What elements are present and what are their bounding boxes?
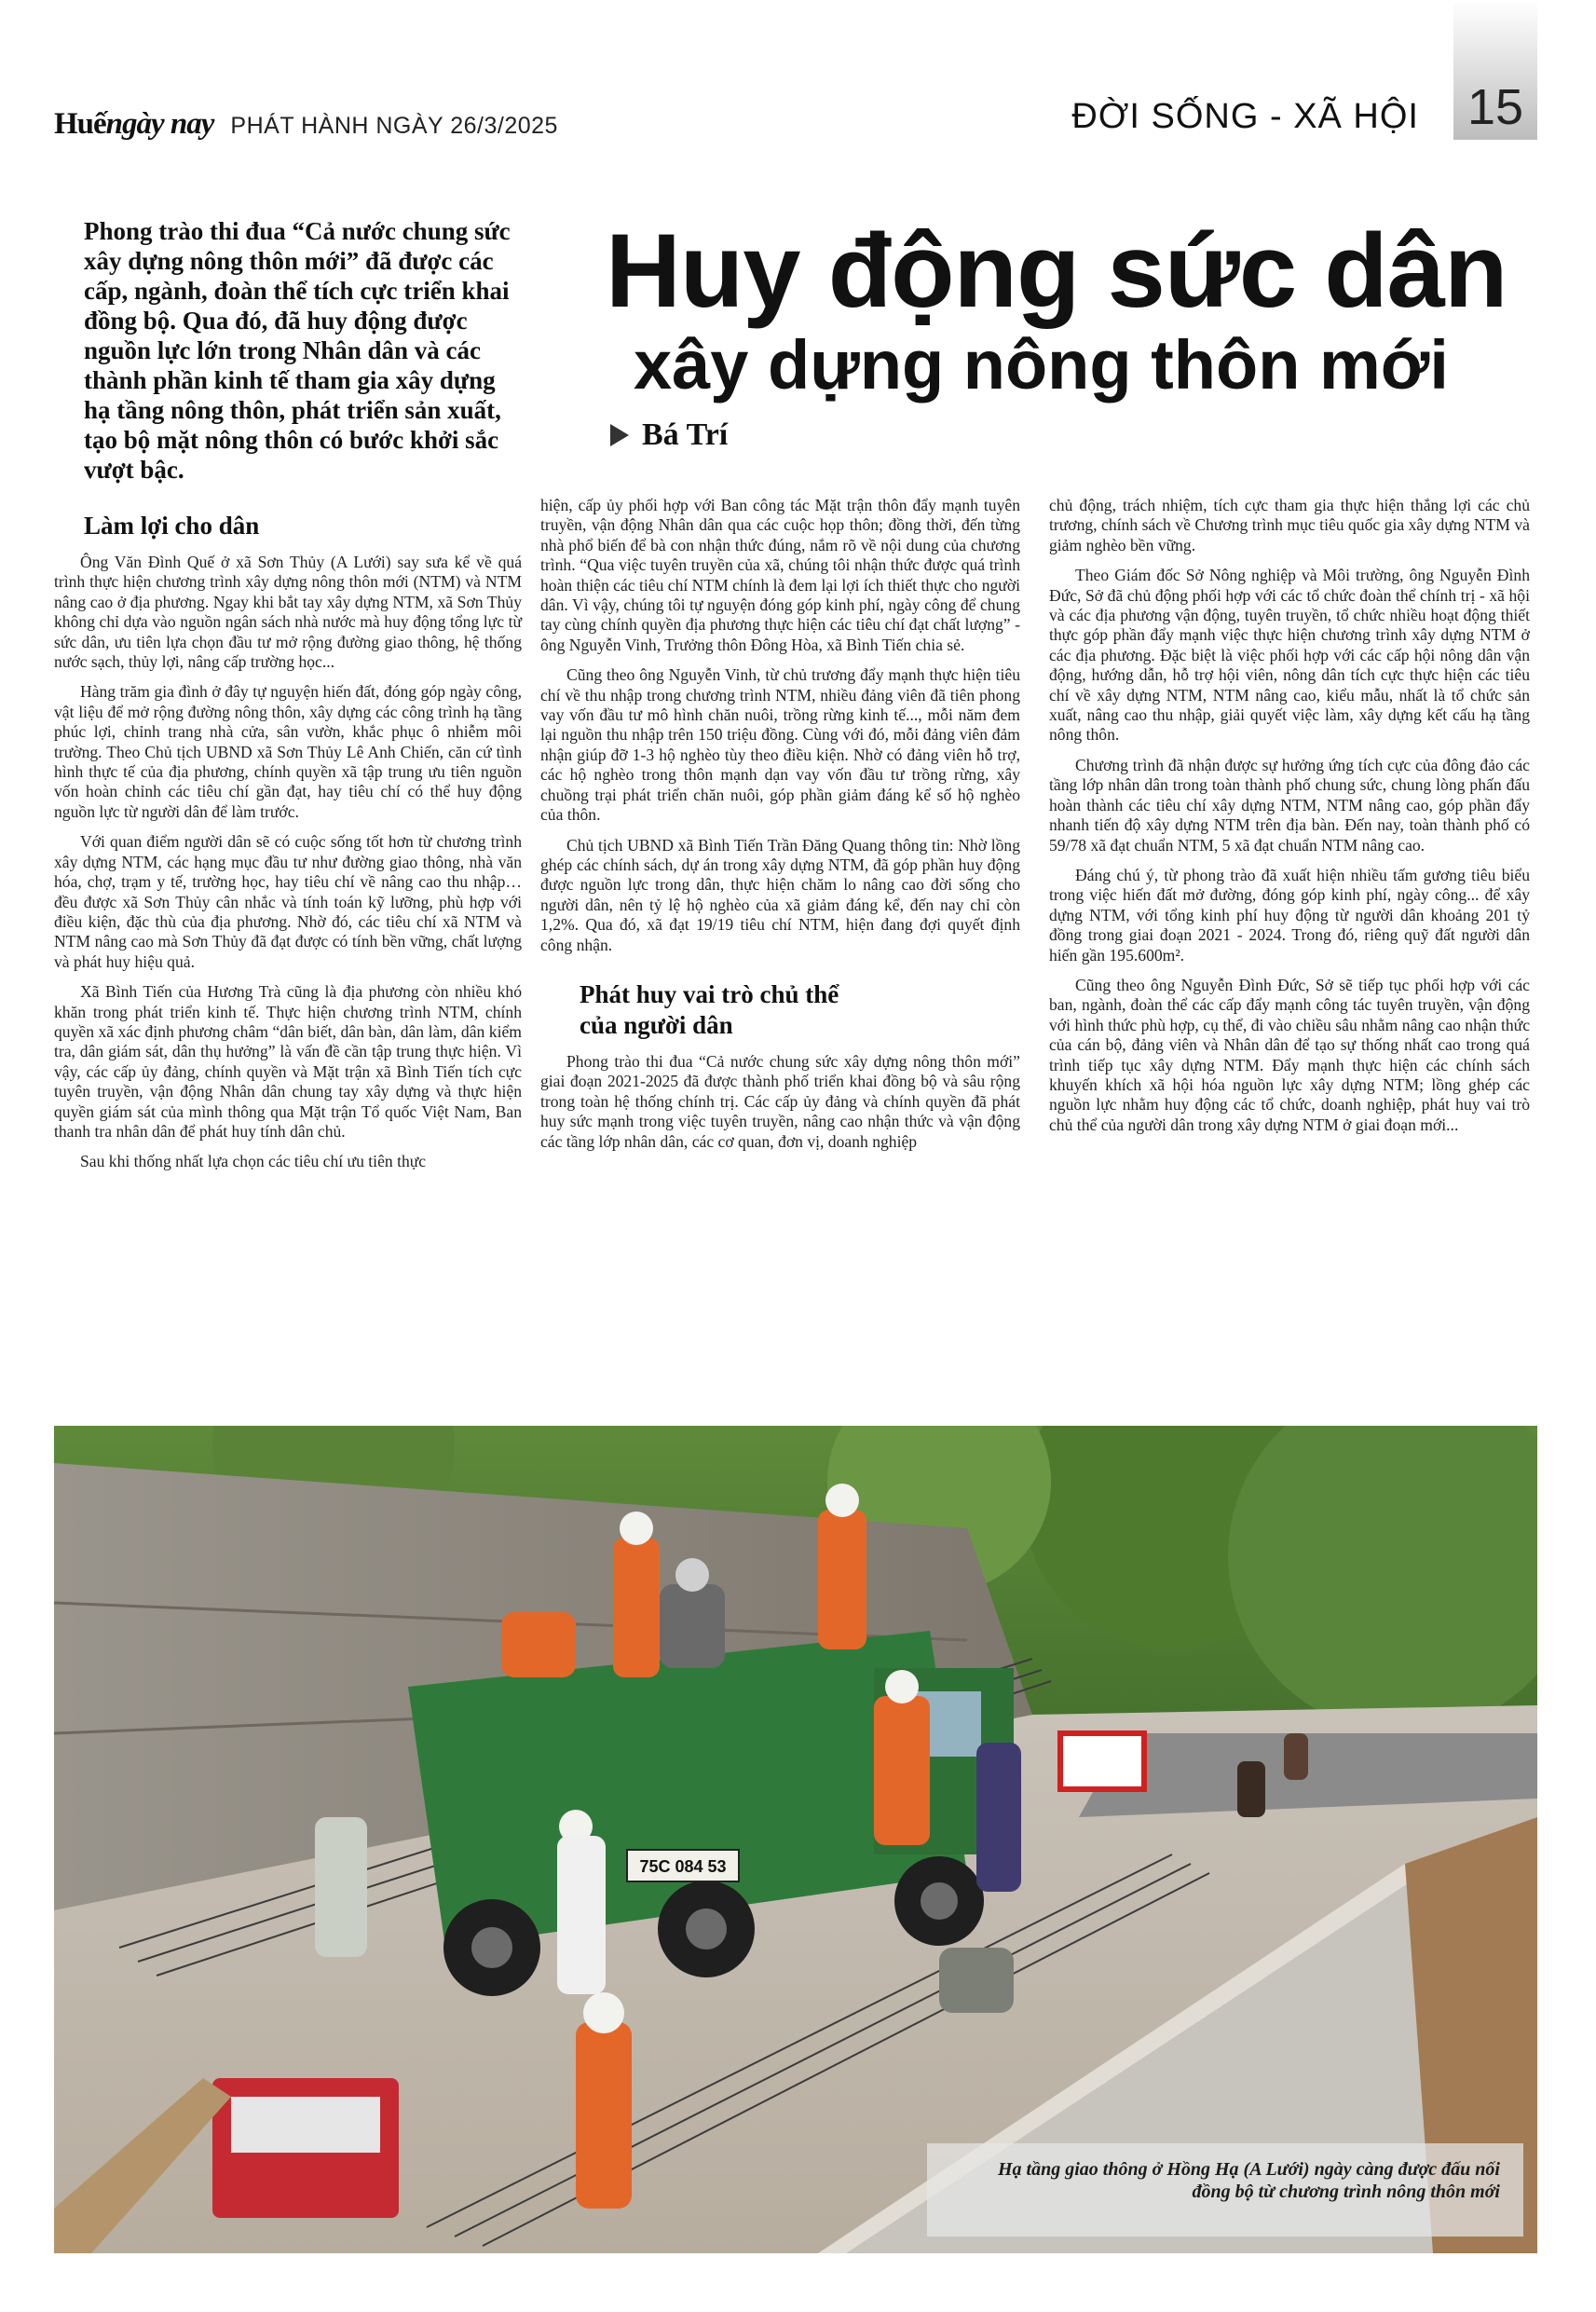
section-title: ĐỜI SỐNG - XÃ HỘI bbox=[1071, 97, 1419, 136]
paragraph: hiện, cấp ủy phối hợp với Ban công tác Mặt trận thôn đẩy mạnh tuyên truyền, vận động Nhân dân qua các cuộc họp thôn; đồng thời, đến từng nhà phổ biến để bà con nhận thức đúng, nắm rõ về nội dung của chương trình. “Qua việc tuyên truyền của xã, chúng tôi nhận thức được quá trình hoàn thiện các tiêu chí NTM chính là đem lại lợi ích thiết thực cho người dân. Vì vậy, chúng tôi tự nguyện đóng góp kinh phí, ngày công để chung tay cùng chính quyền địa phương thực hiện các tiêu chí đạt chất lượng” - ông Nguyễn Vinh, Trưởng thôn Đông Hòa, xã Bình Tiến chia sẻ. bbox=[540, 496, 1021, 654]
paragraph: chủ động, trách nhiệm, tích cực tham gia thực hiện thắng lợi các chủ trương, chính sách về Chương trình mục tiêu quốc gia xây dựng NTM và giảm nghèo bền vững. bbox=[1049, 496, 1530, 554]
article-lead: Phong trào thi đua “Cả nước chung sức xây dựng nông thôn mới” đã được các cấp, ngành, đoàn thể tích cực triển khai đồng bộ. Qua đó, đã huy động được nguồn lực lớn trong Nhân dân và các thành phần kinh tế tham gia xây dựng hạ tầng nông thôn, phát triển sản xuất, tạo bộ mặt nông thôn có bước khởi sắc vượt bậc. bbox=[84, 217, 511, 484]
section-heading bbox=[540, 979, 1020, 1041]
paragraph: Đáng chú ý, từ phong trào đã xuất hiện nhiều tấm gương tiêu biểu trong việc hiến đất mở đường, đóng góp kinh phí, ngày công... để xây dựng NTM, với tổng kinh phí huy động từ người dân khoảng 201 tỷ đồng trong giai đoạn 2021 - 2024. Trong đó, riêng quỹ đất người dân hiến gần 195.600m². bbox=[1049, 865, 1530, 964]
issue-date: PHÁT HÀNH NGÀY 26/3/2025 bbox=[230, 113, 558, 139]
paragraph: Cũng theo ông Nguyễn Vinh, từ chủ trương đẩy mạnh thực hiện tiêu chí về thu nhập trong chương trình NTM, nhiều đảng viên đã tiên phong vay vốn đầu tư mô hình chăn nuôi, trồng rừng kinh tế..., mỗi năm đem lại nguồn thu nhập trên 150 triệu đồng. Cùng với đó, mỗi đảng viên đảm nhận giúp đỡ 1-3 hộ nghèo tùy theo điều kiện. Nhờ có đảng viên hỗ trợ, các hộ nghèo trong thôn mạnh dạn vay vốn đầu tư trồng rừng, xây chuồng trại phát triển chăn nuôi, góp phần giảm đáng kể số hộ nghèo của thôn. bbox=[540, 665, 1020, 825]
paragraph: Phong trào thi đua “Cả nước chung sức xây dựng nông thôn mới” giai đoạn 2021-2025 đã được thành phố triển khai đồng bộ và sâu rộng trong toàn hệ thống chính trị. Các cấp ủy đảng và chính quyền đã phát huy sức mạnh trong việc tuyên truyền, nâng cao nhận thức và vận động các tầng lớp nhân dân, các cơ quan, đơn vị, doanh nghiệp bbox=[540, 1051, 1020, 1151]
paragraph: Với quan điểm người dân sẽ có cuộc sống tốt hơn từ chương trình xây dựng NTM, các hạng mục đầu tư như đường giao thông, nhà văn hóa, chợ, trạm y tế, trường học, hay tiêu chí về nâng cao thu nhập… đều được xã Sơn Thủy cân nhắc và tính toán kỹ lưỡng, phù hợp với điều kiện, đặc thù của địa phương. Nhờ đó, các tiêu chí xã NTM và NTM nâng cao mà Sơn Thủy đã đạt được có tính bền vững, chất lượng và phát huy hiệu quả. bbox=[54, 832, 522, 971]
paragraph: Chủ tịch UBND xã Bình Tiến Trần Đăng Quang thông tin: Nhờ lồng ghép các chính sách, dự án trong xây dựng NTM, đã góp phần huy động được nguồn lực trong dân, thực hiện chăm lo nâng cao đời sống cho người dân, nên tỷ lệ hộ nghèo của xã giảm đáng kể, đến nay chỉ còn 1,2%. Qua đó, xã đạt 19/19 tiêu chí NTM, hiện đang đợi quyết định công nhận. bbox=[540, 835, 1020, 954]
byline-triangle-icon bbox=[610, 424, 629, 446]
paragraph: Hàng trăm gia đình ở đây tự nguyện hiến đất, đóng góp ngày công, vật liệu để mở rộng đường nông thôn, xây dựng các công trình hạ tầng phúc lợi, chỉnh trang nhà cửa, sân vườn, khắc phục ô nhiễm môi trường. Theo Chủ tịch UBND xã Sơn Thủy Lê Anh Chiến, căn cứ tình hình thực tế của địa phương, chính quyền xã tập trung ưu tiên nguồn vốn hoàn chỉnh các tiêu chí gần đạt, hay tiêu chí có thể huy động nguồn lực từ người dân để làm trước. bbox=[54, 682, 522, 821]
page-number: 15 bbox=[1466, 79, 1524, 135]
photo-caption bbox=[941, 2158, 1500, 2203]
column-3 bbox=[1049, 496, 1530, 1145]
section-heading-line-1: Phát huy vai trò chủ thể bbox=[580, 979, 839, 1008]
byline bbox=[610, 417, 728, 453]
paragraph: Sau khi thống nhất lựa chọn các tiêu chí ưu tiên thực bbox=[80, 1152, 427, 1171]
paragraph: Theo Giám đốc Sở Nông nghiệp và Môi trường, ông Nguyễn Đình Đức, Sở đã chủ động phối hợp với các tổ chức đoàn thể chính trị - xã hội và các địa phương vận động, tuyên truyền, tổ chức nhiều hoạt động thiết thực góp phần đẩy mạnh việc thực hiện chương trình xây dựng NTM ở các địa phương. Đặc biệt là việc phối hợp với các cấp hội nông dân vận động, hướng dẫn, hỗ trợ hội viên, nông dân tích cực thực hiện các tiêu chí về xây dựng NTM, NTM nâng cao, kiểu mẫu, nhất là tổ chức sản xuất, nâng cao thu nhập, giải quyết việc làm, xây dựng kết cấu hạ tầng nông thôn. bbox=[1049, 566, 1530, 745]
caption-line-1: Hạ tầng giao thông ở Hồng Hạ (A Lưới) ngày càng được đấu nối bbox=[997, 2159, 1500, 2180]
truck-plate: 75C 084 53 bbox=[639, 1857, 727, 1876]
paragraph: Xã Bình Tiến của Hương Trà cũng là địa phương còn nhiều khó khăn trong phát triển kinh tế. Thực hiện chương trình NTM, chính quyền xã xác định phương châm “dân biết, dân bàn, dân làm, dân kiểm tra, dân giám sát, dân thụ hưởng” là vấn đề cần tập trung thực hiện. Vì vậy, các cấp ủy đảng, chính quyền và Mặt trận xã Bình Tiến tích cực tuyên truyền, vận động Nhân dân chung tay xây dựng và thực hiện quyền giám sát của mình thông qua Mặt trận Tổ quốc Việt Nam, Ban thanh tra nhân dân để phát huy tính dân chủ. bbox=[54, 982, 522, 1141]
column-1 bbox=[54, 511, 522, 1183]
section-heading-line-2: của người dân bbox=[580, 1010, 733, 1039]
article-subtitle: xây dựng nông thôn mới bbox=[634, 326, 1449, 404]
column-2 bbox=[540, 496, 1020, 1162]
newspaper-logo: Huếngày nay bbox=[54, 107, 214, 141]
author-name: Bá Trí bbox=[642, 417, 729, 452]
section-heading: Làm lợi cho dân bbox=[84, 512, 260, 540]
paragraph: Ông Văn Đình Quế ở xã Sơn Thủy (A Lưới) say sưa kể về quá trình thực hiện chương trình xây dựng nông thôn mới (NTM) và NTM nâng cao ở địa phương. Ngay khi bắt tay xây dựng NTM, xã Sơn Thủy không chỉ dựa vào nguồn ngân sách nhà nước mà huy động tổng lực từ sức dân, ưu tiên lựa chọn đầu tư mở rộng đường giao thông, hệ thống nước sạch, thủy lợi, nâng cấp trường học... bbox=[54, 553, 522, 672]
masthead bbox=[54, 107, 558, 154]
caption-line-2: đồng bộ từ chương trình nông thôn mới bbox=[1192, 2182, 1500, 2202]
paragraph: Chương trình đã nhận được sự hưởng ứng tích cực của đông đảo các tầng lớp nhân dân trong toàn thành phố chung sức, chung lòng phấn đấu hoàn thành các tiêu chí xây dựng NTM, NTM nâng cao, góp phần đẩy nhanh tiến độ xây dựng NTM trên địa bàn. Đến nay, toàn thành phố có 59/78 xã đạt chuẩn NTM, 5 xã đạt chuẩn NTM nâng cao. bbox=[1049, 755, 1530, 855]
article-photo bbox=[54, 1426, 1537, 2253]
paragraph: Cũng theo ông Nguyễn Đình Đức, Sở sẽ tiếp tục phối hợp với các ban, ngành, đoàn thể các cấp đẩy mạnh công tác tuyên truyền, vận động với hình thức phù hợp, cụ thể, đi vào chiều sâu nhằm nâng cao nhận thức của cán bộ, đảng viên và Nhân dân để tạo sự thống nhất cao trong quá trình tiếp tục xây dựng NTM. Đẩy mạnh thực hiện các chính sách khuyến khích xã hội hóa nguồn lực xây dựng NTM; lồng ghép các nguồn lực nhằm huy động các tổ chức, doanh nghiệp, phát huy vai trò chủ thể của người dân trong xây dựng NTM ở giai đoạn mới... bbox=[1049, 975, 1530, 1134]
article-title: Huy động sức dân bbox=[606, 212, 1507, 329]
